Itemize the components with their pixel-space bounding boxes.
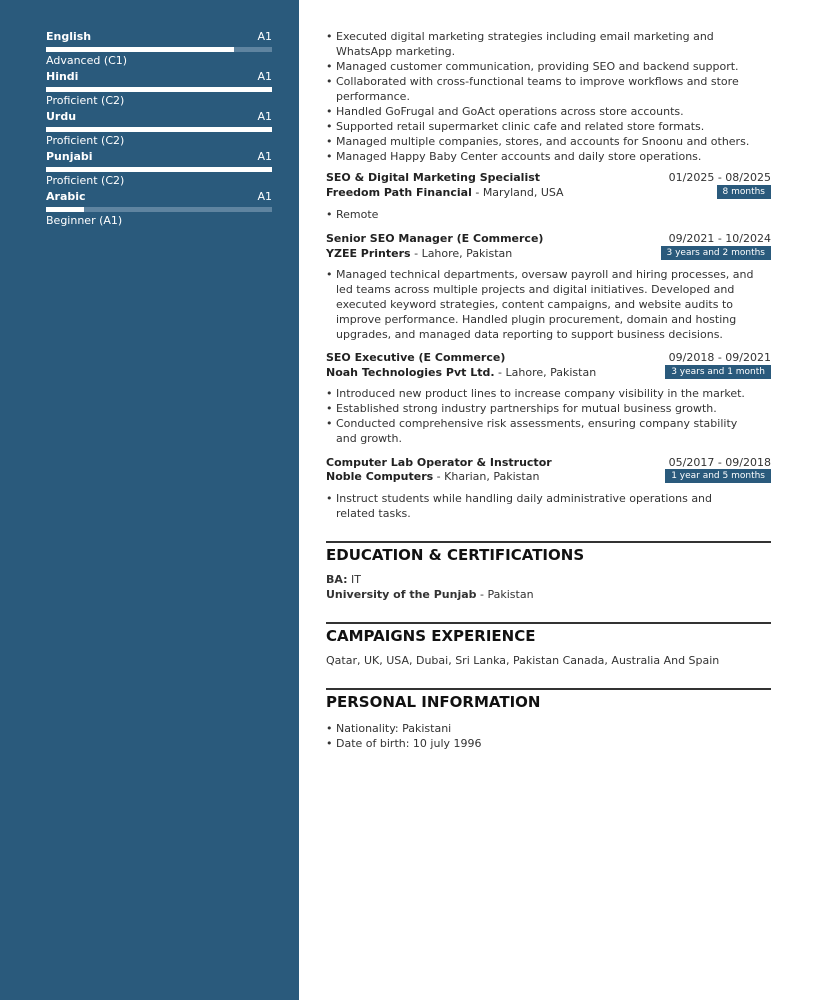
proficiency-fill [46,207,84,212]
school-name: University of the Punjab [326,588,477,601]
language-level: Proficient (C2) [46,134,125,147]
list-item-continued: performance. [336,90,410,103]
degree-label: BA: [326,573,348,586]
language-name: Urdu [46,110,77,123]
job-title: Computer Lab Operator & Instructor [326,456,552,469]
job-company: YZEE Printers - Lahore, Pakistan [326,247,513,260]
language-name: Arabic [46,190,86,203]
proficiency-bar [46,47,272,52]
list-item: • Established strong industry partnerships for mutual business growth. [326,401,771,416]
section-divider [326,541,771,543]
job-title: Senior SEO Manager (E Commerce) [326,232,544,245]
list-item: • Date of birth: 10 july 1996 [326,736,771,751]
school-location: Pakistan [487,588,534,601]
job-bullets [326,386,771,446]
list-item: • Remote [326,207,771,222]
language-level: Proficient (C2) [46,94,125,107]
duration-badge: 3 years and 1 month [665,365,771,379]
company-name: Noah Technologies Pvt Ltd. [326,366,495,379]
list-item-continued: WhatsApp marketing. [336,45,456,58]
company-location: Lahore, Pakistan [421,247,513,260]
school: University of the Punjab - Pakistan [326,588,534,601]
proficiency-fill [46,87,272,92]
company-name: Freedom Path Financial [326,186,472,199]
proficiency-bar [46,87,272,92]
personal-list [326,721,771,751]
list-item-continued: related tasks. [336,507,411,520]
language-name: English [46,30,92,43]
job-bullets [326,491,771,521]
job-title: SEO Executive (E Commerce) [326,351,506,364]
language-name: Punjabi [46,150,93,163]
campaigns-heading: CAMPAIGNS EXPERIENCE [326,627,536,645]
list-item: • Handled GoFrugal and GoAct operations across store accounts. [326,104,771,119]
job-dates: 05/2017 - 09/2018 [668,456,771,469]
language-name: Hindi [46,70,79,83]
list-item: • Collaborated with cross-functional teams to improve workflows and store [326,74,771,89]
duration-badge: 1 year and 5 months [665,469,771,483]
proficiency-fill [46,127,272,132]
duration-badge: 8 months [717,185,772,199]
language-punjabi [46,150,272,187]
proficiency-fill [46,167,272,172]
job-dates: 09/2018 - 09/2021 [668,351,771,364]
personal-heading: PERSONAL INFORMATION [326,693,541,711]
list-item: • Managed multiple companies, stores, and accounts for Snoonu and others. [326,134,771,149]
company-location: Kharian, Pakistan [444,470,540,483]
language-level: Beginner (A1) [46,214,123,227]
company-location: Lahore, Pakistan [505,366,597,379]
language-code: A1 [257,70,272,83]
proficiency-bar [46,207,272,212]
previous-job-bullets [326,29,771,164]
job-title: SEO & Digital Marketing Specialist [326,171,541,184]
degree [326,572,361,587]
job-dates: 09/2021 - 10/2024 [668,232,771,245]
proficiency-bar [46,127,272,132]
company-name: Noble Computers [326,470,434,483]
list-item-continued: improve performance. Handled plugin procurement, domain and hosting [336,313,737,326]
list-item: • Conducted comprehensive risk assessments, ensuring company stability [326,416,771,431]
section-divider [326,622,771,624]
language-code: A1 [257,110,272,123]
language-hindi [46,70,272,107]
job-company: Freedom Path Financial - Maryland, USA [326,186,564,199]
proficiency-bar [46,167,272,172]
list-item: • Managed Happy Baby Center accounts and daily store operations. [326,149,771,164]
language-level: Proficient (C2) [46,174,125,187]
list-item-continued: upgrades, and managed data reporting to support business decisions. [336,328,723,341]
company-name: YZEE Printers [326,247,411,260]
list-item: • Managed technical departments, oversaw payroll and hiring processes, and [326,267,771,282]
language-code: A1 [257,30,272,43]
job-company: Noah Technologies Pvt Ltd. - Lahore, Pakistan [326,366,597,379]
job-bullets [326,267,771,342]
duration-badge: 3 years and 2 months [661,246,772,260]
language-english [46,30,272,67]
degree-value: IT [351,573,361,586]
job-company: Noble Computers - Kharian, Pakistan [326,470,540,483]
job-bullets [326,207,771,222]
language-code: A1 [257,150,272,163]
list-item: • Managed customer communication, providing SEO and backend support. [326,59,771,74]
list-item-continued: and growth. [336,432,402,445]
sidebar [0,0,299,1000]
list-item: • Introduced new product lines to increase company visibility in the market. [326,386,771,401]
campaigns-text: Qatar, UK, USA, Dubai, Sri Lanka, Pakistan Canada, Australia And Spain [326,654,720,667]
language-code: A1 [257,190,272,203]
language-level: Advanced (C1) [46,54,128,67]
list-item: • Nationality: Pakistani [326,721,771,736]
company-location: Maryland, USA [482,186,564,199]
job-dates: 01/2025 - 08/2025 [668,171,771,184]
list-item: • Instruct students while handling daily administrative operations and [326,491,771,506]
education-heading: EDUCATION & CERTIFICATIONS [326,546,585,564]
list-item-continued: executed keyword strategies, content campaigns, and website audits to [336,298,734,311]
list-item-continued: led teams across multiple projects and digital initiatives. Developed and [336,283,735,296]
language-arabic [46,190,272,227]
list-item: • Executed digital marketing strategies including email marketing and [326,29,771,44]
list-item: • Supported retail supermarket clinic cafe and related store formats. [326,119,771,134]
section-divider [326,688,771,690]
proficiency-fill [46,47,234,52]
language-urdu [46,110,272,147]
